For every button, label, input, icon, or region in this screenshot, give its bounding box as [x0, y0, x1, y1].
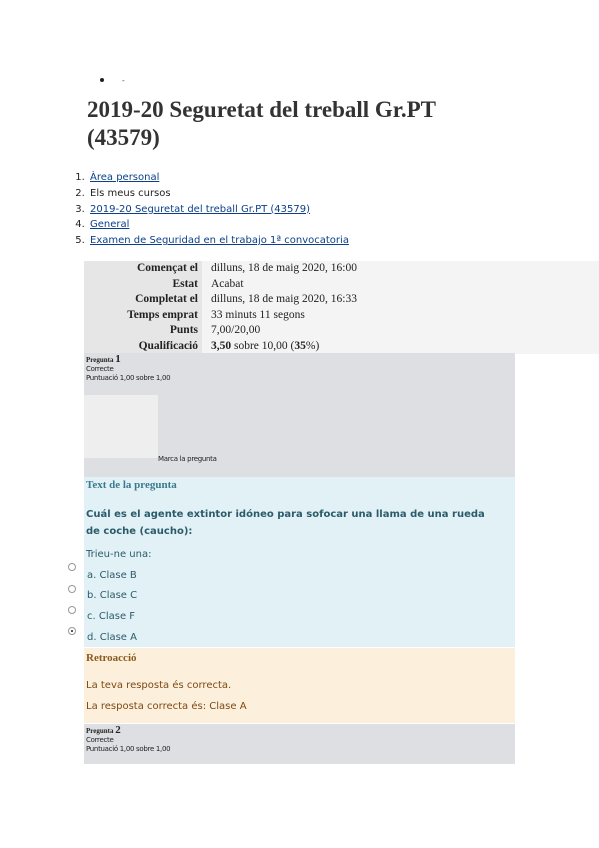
- question-text-heading: Text de la pregunta: [86, 479, 177, 491]
- summary-row-started: [84, 261, 599, 277]
- question-text: Cuál es el agente extintor idóneo para sofocar una llama de una rueda de coche (caucho):: [86, 509, 485, 537]
- grade-mid: sobre 10,00 (: [231, 339, 295, 352]
- answer-label: d. Clase A: [87, 632, 137, 643]
- summary-value: 33 minuts 11 segons: [202, 308, 599, 324]
- course-title: 2019-20 Seguretat del treball Gr.PT (43579): [87, 97, 436, 150]
- answer-option-c[interactable]: [87, 611, 135, 622]
- question-number-value: 2: [115, 724, 121, 736]
- breadcrumb-item[interactable]: [88, 202, 349, 218]
- breadcrumb-link-general[interactable]: General: [90, 219, 130, 231]
- breadcrumb-link-course[interactable]: 2019-20 Seguretat del treball Gr.PT (43579): [90, 203, 311, 215]
- grade-bold: 3,50: [211, 339, 232, 352]
- summary-value: dilluns, 18 de maig 2020, 16:33: [202, 292, 599, 308]
- breadcrumb-item[interactable]: [88, 233, 349, 249]
- summary-label: Completat el: [84, 292, 202, 308]
- breadcrumb-link-exam[interactable]: Examen de Seguridad en el trabajo 1ª convocatoria: [90, 235, 349, 247]
- feedback-correct-message: La teva resposta és correcta.: [86, 680, 232, 691]
- summary-row-state: [84, 277, 599, 293]
- summary-row-points: [84, 323, 599, 339]
- summary-value: Acabat: [202, 277, 599, 293]
- breadcrumb-item[interactable]: [88, 217, 349, 233]
- breadcrumb: [68, 170, 349, 249]
- breadcrumb-item[interactable]: [88, 170, 349, 186]
- question-status: Correcte: [86, 365, 114, 373]
- question-1-content: [84, 477, 515, 647]
- summary-value: 7,00/20,00: [202, 323, 599, 339]
- feedback-heading: Retroacció: [86, 652, 137, 664]
- breadcrumb-text-my-courses: Els meus cursos: [90, 187, 171, 199]
- question-number-value: 1: [115, 353, 121, 365]
- question-prefix: Pregunta: [86, 356, 114, 364]
- attempt-summary-table: [84, 261, 599, 353]
- answer-label: b. Clase C: [87, 590, 138, 601]
- feedback-right-answer: La resposta correcta és: Clase A: [86, 701, 247, 712]
- summary-row-time: [84, 308, 599, 324]
- radio-button[interactable]: [68, 563, 76, 571]
- bullet-text: -: [121, 76, 125, 85]
- question-score: Puntuació 1,00 sobre 1,00: [86, 745, 171, 753]
- radio-button[interactable]: [68, 606, 76, 614]
- summary-label: Punts: [84, 323, 202, 339]
- grade-percent: 35: [294, 339, 306, 352]
- answer-prompt: Trieu-ne una:: [86, 549, 152, 560]
- top-list-bullet: [100, 72, 125, 86]
- radio-button[interactable]: [68, 585, 76, 593]
- summary-label: Temps emprat: [84, 308, 202, 324]
- flag-question-link[interactable]: Marca la pregunta: [158, 455, 217, 463]
- bullet-dot-icon: [100, 78, 104, 82]
- question-status: Correcte: [86, 736, 114, 744]
- question-1-info: [84, 353, 515, 477]
- summary-row-grade: [84, 339, 599, 355]
- question-2-info: [84, 724, 515, 764]
- breadcrumb-item: [88, 186, 349, 202]
- question-score: Puntuació 1,00 sobre 1,00: [86, 374, 171, 382]
- breadcrumb-link-area-personal[interactable]: Àrea personal: [90, 172, 160, 183]
- answer-option-a[interactable]: [87, 570, 137, 581]
- answer-label: c. Clase F: [87, 611, 136, 622]
- question-1-feedback: [84, 648, 515, 723]
- question-prefix: Pregunta: [86, 727, 114, 735]
- summary-row-completed: [84, 292, 599, 308]
- radio-button-selected[interactable]: [68, 627, 76, 635]
- flag-question-box[interactable]: [84, 395, 158, 458]
- answer-label: a. Clase B: [87, 570, 137, 581]
- question-number: [84, 724, 515, 736]
- answer-option-b[interactable]: [87, 590, 137, 601]
- summary-value: dilluns, 18 de maig 2020, 16:00: [202, 261, 599, 277]
- grade-end: %): [305, 339, 320, 352]
- summary-label: Qualificació: [84, 339, 202, 355]
- summary-label: Estat: [84, 277, 202, 293]
- question-number: [84, 353, 515, 365]
- summary-value: [202, 339, 599, 355]
- summary-label: Començat el: [84, 261, 202, 277]
- answer-option-d[interactable]: [87, 632, 137, 643]
